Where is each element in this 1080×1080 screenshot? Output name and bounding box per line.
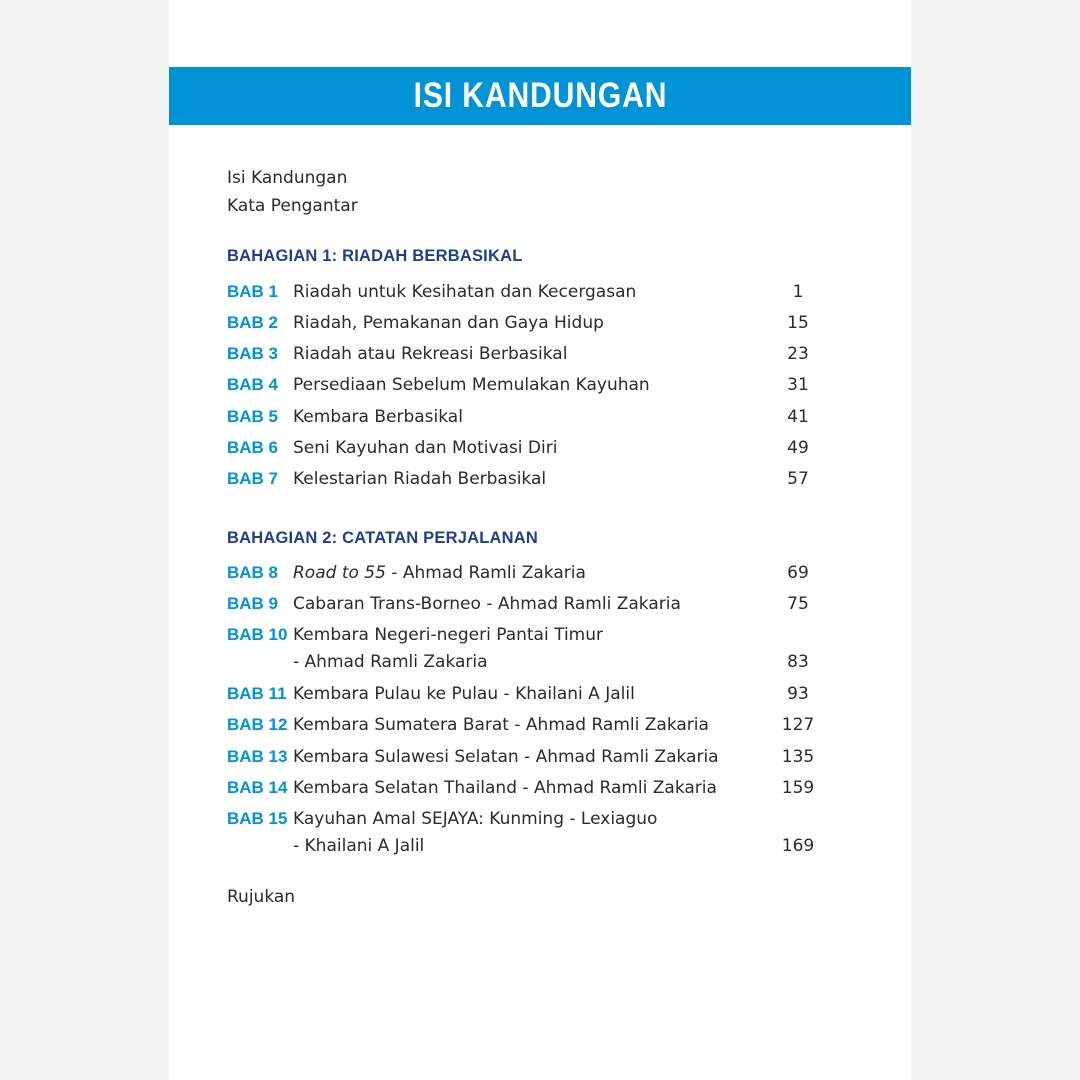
chapter-page: 75 (787, 594, 809, 614)
chapter-title: Kelestarian Riadah Berbasikal (293, 469, 547, 489)
chapter-label: BAB 12 (227, 715, 288, 734)
chapter-page: 23 (787, 344, 809, 364)
chapter-label: BAB 6 (227, 438, 279, 457)
chapter-page: 15 (787, 313, 809, 333)
chapter-title-author: - Ahmad Ramli Zakaria (385, 563, 586, 583)
toc-row-bab-4[interactable] (227, 375, 847, 403)
chapter-label: BAB 3 (227, 344, 279, 363)
chapter-label: BAB 1 (227, 282, 279, 301)
chapter-label: BAB 2 (227, 313, 279, 332)
chapter-title: Kembara Berbasikal (293, 407, 463, 427)
chapter-label: BAB 11 (227, 684, 287, 703)
toc-row-bab-1[interactable] (227, 282, 847, 310)
chapter-title: Kayuhan Amal SEJAYA: Kunming - Lexiaguo (293, 809, 658, 829)
toc-row-bab-6[interactable] (227, 438, 847, 466)
toc-row-bab-8[interactable] (227, 563, 847, 591)
toc-row-bab-15[interactable] (227, 809, 847, 865)
part-2-heading: BAHAGIAN 2: CATATAN PERJALANAN (227, 529, 538, 547)
toc-row-bab-5[interactable] (227, 407, 847, 435)
chapter-title-line2: - Ahmad Ramli Zakaria (293, 652, 488, 672)
chapter-title-italic: Road to 55 (293, 563, 386, 583)
chapter-page: 49 (787, 438, 809, 458)
chapter-page: 57 (787, 469, 809, 489)
part-1-heading: BAHAGIAN 1: RIADAH BERBASIKAL (227, 247, 523, 265)
chapter-label: BAB 14 (227, 778, 288, 797)
chapter-label: BAB 15 (227, 809, 288, 828)
chapter-page: 127 (781, 715, 815, 735)
chapter-label: BAB 9 (227, 594, 279, 613)
toc-entry-isi-kandungan[interactable]: Isi Kandungan (227, 168, 348, 188)
chapter-page: 83 (787, 652, 809, 672)
chapter-page: 41 (787, 407, 809, 427)
chapter-title: Kembara Selatan Thailand - Ahmad Ramli Zakaria (293, 778, 717, 798)
chapter-label: BAB 8 (227, 563, 279, 582)
chapter-title-line2: - Khailani A Jalil (293, 836, 425, 856)
chapter-title: Kembara Negeri-negeri Pantai Timur (293, 625, 604, 645)
chapter-title (293, 563, 586, 583)
toc-entry-rujukan[interactable]: Rujukan (227, 887, 296, 907)
chapter-page: 159 (781, 778, 815, 798)
chapter-label: BAB 4 (227, 375, 279, 394)
toc-row-bab-14[interactable] (227, 778, 847, 806)
toc-row-bab-2[interactable] (227, 313, 847, 341)
toc-content (227, 0, 847, 1080)
chapter-title: Seni Kayuhan dan Motivasi Diri (293, 438, 558, 458)
chapter-title: Riadah untuk Kesihatan dan Kecergasan (293, 282, 637, 302)
chapter-title: Persediaan Sebelum Memulakan Kayuhan (293, 375, 650, 395)
toc-row-bab-7[interactable] (227, 469, 847, 497)
chapter-page: 31 (787, 375, 809, 395)
book-page (169, 0, 911, 1080)
chapter-page: 1 (792, 282, 804, 302)
toc-entry-kata-pengantar[interactable]: Kata Pengantar (227, 196, 358, 216)
toc-row-bab-10[interactable] (227, 625, 847, 681)
chapter-title: Kembara Sulawesi Selatan - Ahmad Ramli Zakaria (293, 747, 719, 767)
chapter-label: BAB 10 (227, 625, 288, 644)
chapter-page: 93 (787, 684, 809, 704)
toc-row-bab-9[interactable] (227, 594, 847, 622)
chapter-title: Kembara Sumatera Barat - Ahmad Ramli Zakaria (293, 715, 709, 735)
toc-row-bab-13[interactable] (227, 747, 847, 775)
chapter-label: BAB 7 (227, 469, 279, 488)
chapter-title: Cabaran Trans-Borneo - Ahmad Ramli Zakaria (293, 594, 681, 614)
toc-row-bab-12[interactable] (227, 715, 847, 743)
toc-row-bab-11[interactable] (227, 684, 847, 712)
chapter-page: 169 (781, 836, 815, 856)
chapter-title: Riadah atau Rekreasi Berbasikal (293, 344, 568, 364)
toc-row-bab-3[interactable] (227, 344, 847, 372)
chapter-label: BAB 5 (227, 407, 279, 426)
chapter-page: 69 (787, 563, 809, 583)
page-title: ISI KANDUNGAN (413, 76, 667, 115)
chapter-page: 135 (781, 747, 815, 767)
chapter-title: Kembara Pulau ke Pulau - Khailani A Jalil (293, 684, 635, 704)
chapter-title: Riadah, Pemakanan dan Gaya Hidup (293, 313, 604, 333)
chapter-label: BAB 13 (227, 747, 288, 766)
